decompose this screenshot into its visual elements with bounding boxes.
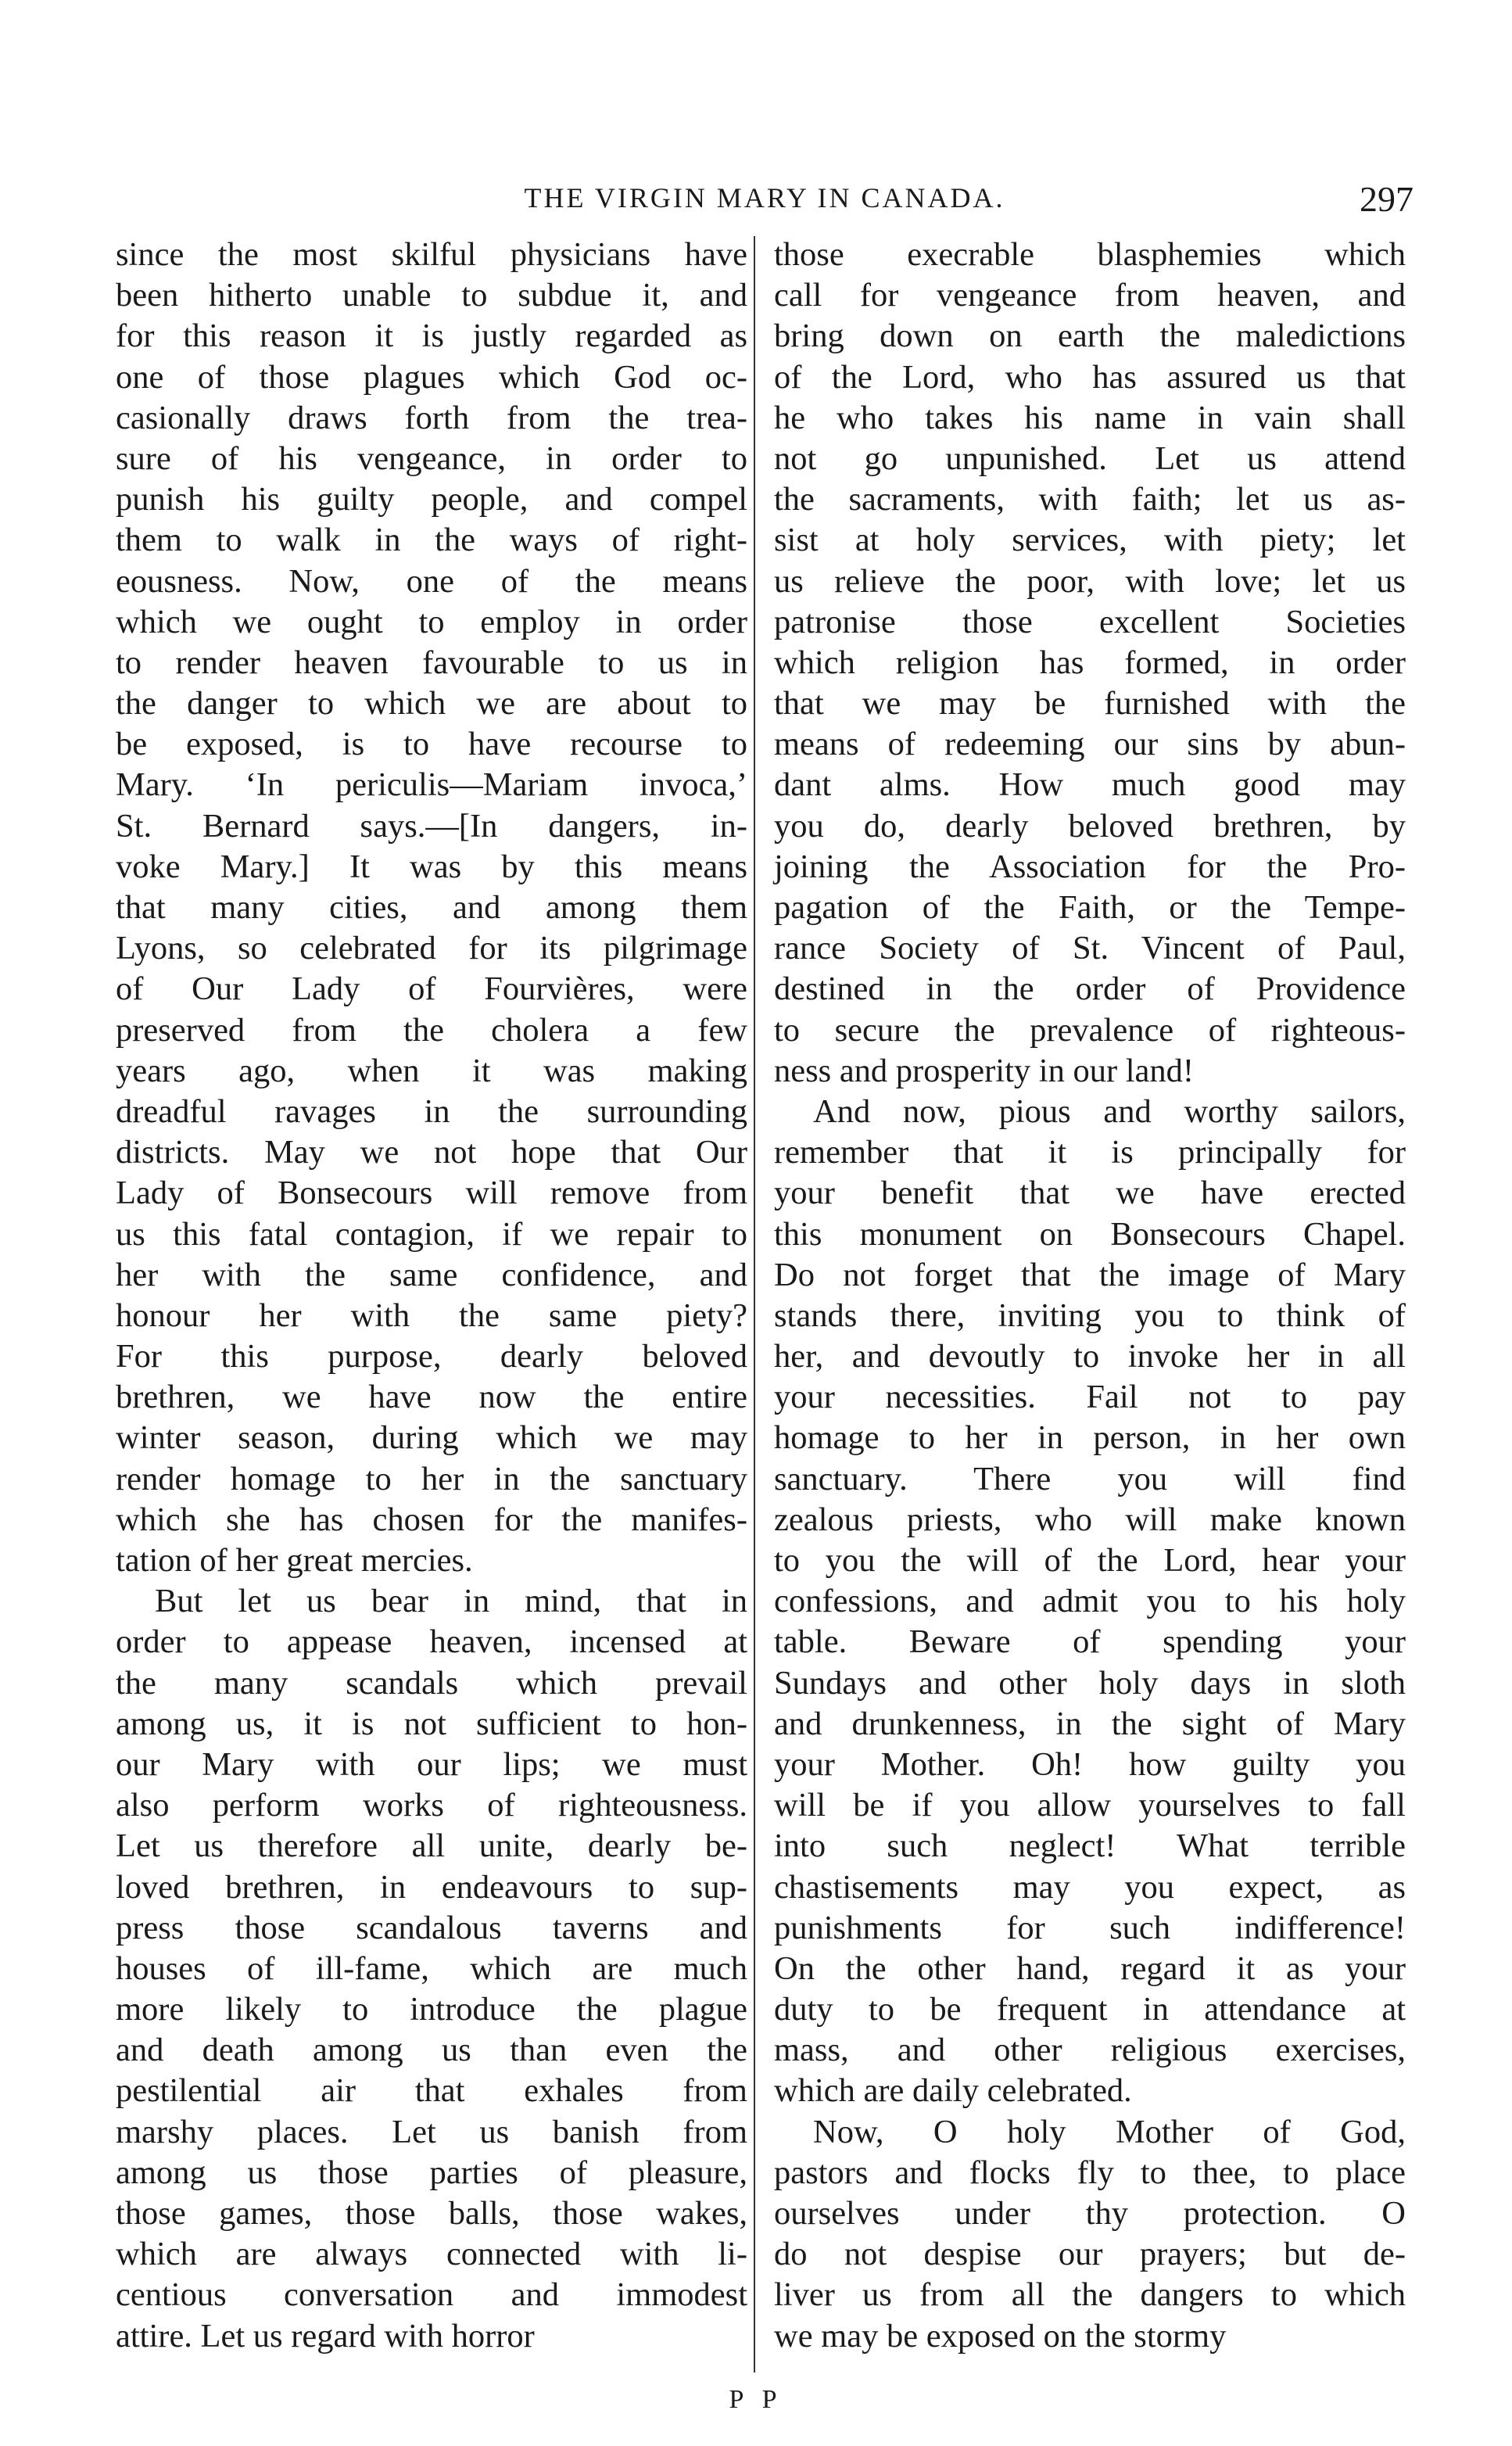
text-line: to secure the prevalence of righteous-: [774, 1011, 1406, 1049]
text-line: her, and devoutly to invoke her in all: [774, 1338, 1406, 1375]
text-line: houses of ill-fame, which are much: [116, 1949, 747, 1987]
column-divider: [754, 236, 755, 2372]
text-line: eousness. Now, one of the means: [116, 562, 747, 600]
text-line: them to walk in the ways of right-: [116, 522, 747, 559]
text-line: order to appease heaven, incensed at: [116, 1623, 747, 1661]
text-line: and death among us than even the: [116, 2032, 747, 2069]
text-line: Lady of Bonsecours will remove from: [116, 1175, 747, 1212]
text-line: attire. Let us regard with horror: [116, 2317, 535, 2355]
text-line: of Our Lady of Fourvières, were: [116, 970, 747, 1008]
text-line: Do not forget that the image of Mary: [774, 1256, 1406, 1293]
text-line: voke Mary.] It was by this means: [116, 848, 747, 885]
text-line: districts. May we not hope that Our: [116, 1134, 747, 1171]
text-line: duty to be frequent in attendance at: [774, 1991, 1406, 2028]
text-line: which are daily celebrated.: [774, 2072, 1132, 2110]
text-line: rance Society of St. Vincent of Paul,: [774, 930, 1406, 967]
text-line: ourselves under thy protection. O: [774, 2195, 1406, 2232]
text-line: destined in the order of Providence: [774, 970, 1406, 1008]
text-line: this monument on Bonsecours Chapel.: [774, 1215, 1406, 1253]
text-line: into such neglect! What terrible: [774, 1827, 1406, 1865]
text-line: will be if you allow yourselves to fall: [774, 1787, 1406, 1824]
text-line: that we may be furnished with the: [774, 685, 1406, 723]
text-line: which she has chosen for the manifes-: [116, 1501, 747, 1538]
text-line: dreadful ravages in the surrounding: [116, 1092, 747, 1130]
text-line: call for vengeance from heaven, and: [774, 277, 1406, 314]
text-line: sure of his vengeance, in order to: [116, 439, 747, 477]
text-line: St. Bernard says.—[In dangers, in-: [116, 807, 747, 845]
text-line: But let us bear in mind, that in: [155, 1583, 747, 1620]
text-line: punishments for such indifference!: [774, 1909, 1406, 1946]
text-line: and drunkenness, in the sight of Mary: [774, 1705, 1406, 1742]
text-line: casionally draws forth from the trea-: [116, 399, 747, 436]
text-line: those execrable blasphemies which: [774, 236, 1406, 273]
text-line: not go unpunished. Let us attend: [774, 439, 1406, 477]
text-line: mass, and other religious exercises,: [774, 2032, 1406, 2069]
text-line: you do, dearly beloved brethren, by: [774, 807, 1406, 845]
text-line: which we ought to employ in order: [116, 603, 747, 640]
text-line: winter season, during which we may: [116, 1419, 747, 1457]
text-line: to you the will of the Lord, hear your: [774, 1542, 1406, 1579]
text-line: your benefit that we have erected: [774, 1175, 1406, 1212]
text-line: chastisements may you expect, as: [774, 1868, 1406, 1906]
text-line: for this reason it is justly regarded as: [116, 317, 747, 355]
text-line: among us those parties of pleasure,: [116, 2154, 747, 2191]
text-line: Sundays and other holy days in sloth: [774, 1664, 1406, 1702]
text-line: Lyons, so celebrated for its pilgrimage: [116, 930, 747, 967]
text-line: marshy places. Let us banish from: [116, 2113, 747, 2150]
text-line: homage to her in person, in her own: [774, 1419, 1406, 1457]
right-text-column: [774, 235, 1406, 2357]
text-line: which religion has formed, in order: [774, 644, 1406, 681]
text-line: the many scandals which prevail: [116, 1664, 747, 1702]
text-line: us relieve the poor, with love; let us: [774, 562, 1406, 600]
text-line: table. Beware of spending your: [774, 1623, 1406, 1661]
text-line: ness and prosperity in our land!: [774, 1052, 1195, 1089]
text-line: your Mother. Oh! how guilty you: [774, 1745, 1406, 1783]
text-line: that many cities, and among them: [116, 889, 747, 926]
text-line: us this fatal contagion, if we repair to: [116, 1215, 747, 1253]
text-line: sist at holy services, with piety; let: [774, 522, 1406, 559]
text-line: confessions, and admit you to his holy: [774, 1583, 1406, 1620]
text-line: And now, pious and worthy sailors,: [813, 1092, 1406, 1130]
text-line: loved brethren, in endeavours to sup-: [116, 1868, 747, 1906]
text-line: be exposed, is to have recourse to: [116, 726, 747, 763]
text-line: render homage to her in the sanctuary: [116, 1460, 747, 1497]
text-line: Mary. ‘In periculis—Mariam invoca,’: [116, 766, 747, 804]
text-line: patronise those excellent Societies: [774, 603, 1406, 640]
text-line: For this purpose, dearly beloved: [116, 1338, 747, 1375]
text-line: he who takes his name in vain shall: [774, 399, 1406, 436]
text-line: press those scandalous taverns and: [116, 1909, 747, 1946]
text-line: zealous priests, who will make known: [774, 1501, 1406, 1538]
text-line: pestilential air that exhales from: [116, 2072, 747, 2110]
text-line: do not despise our prayers; but de-: [774, 2236, 1406, 2273]
text-line: been hitherto unable to subdue it, and: [116, 277, 747, 314]
text-line: dant alms. How much good may: [774, 766, 1406, 804]
signature-mark: P P: [729, 2385, 783, 2414]
text-line: which are always connected with li-: [116, 2236, 747, 2273]
text-line: to render heaven favourable to us in: [116, 644, 747, 681]
text-line: one of those plagues which God oc-: [116, 358, 747, 396]
text-line: of the Lord, who has assured us that: [774, 358, 1406, 396]
text-line: years ago, when it was making: [116, 1052, 747, 1089]
text-line: Let us therefore all unite, dearly be-: [116, 1827, 747, 1865]
text-line: we may be exposed on the stormy: [774, 2317, 1227, 2355]
page-header: [116, 181, 1413, 228]
text-line: brethren, we have now the entire: [116, 1379, 747, 1416]
text-line: more likely to introduce the plague: [116, 1991, 747, 2028]
text-line: those games, those balls, those wakes,: [116, 2195, 747, 2232]
text-line: honour her with the same piety?: [116, 1297, 747, 1334]
text-line: among us, it is not sufficient to hon-: [116, 1705, 747, 1742]
text-line: stands there, inviting you to think of: [774, 1297, 1406, 1334]
text-line: the danger to which we are about to: [116, 685, 747, 723]
text-line: tation of her great mercies.: [116, 1542, 473, 1579]
text-line: the sacraments, with faith; let us as-: [774, 481, 1406, 518]
text-line: also perform works of righteousness.: [116, 1787, 747, 1824]
text-line: sanctuary. There you will find: [774, 1460, 1406, 1497]
text-line: remember that it is principally for: [774, 1134, 1406, 1171]
text-line: your necessities. Fail not to pay: [774, 1379, 1406, 1416]
text-line: her with the same confidence, and: [116, 1256, 747, 1293]
text-line: bring down on earth the maledictions: [774, 317, 1406, 355]
text-line: On the other hand, regard it as your: [774, 1949, 1406, 1987]
text-line: pastors and flocks fly to thee, to place: [774, 2154, 1406, 2191]
text-line: pagation of the Faith, or the Tempe-: [774, 889, 1406, 926]
text-line: centious conversation and immodest: [116, 2276, 747, 2314]
text-line: liver us from all the dangers to which: [774, 2276, 1406, 2314]
text-line: joining the Association for the Pro-: [774, 848, 1406, 885]
left-text-column: [116, 235, 747, 2357]
text-line: punish his guilty people, and compel: [116, 481, 747, 518]
text-line: since the most skilful physicians have: [116, 236, 747, 273]
text-line: Now, O holy Mother of God,: [813, 2113, 1406, 2150]
text-line: our Mary with our lips; we must: [116, 1745, 747, 1783]
text-line: preserved from the cholera a few: [116, 1011, 747, 1049]
text-line: means of redeeming our sins by abun-: [774, 726, 1406, 763]
running-title: THE VIRGIN MARY IN CANADA.: [524, 182, 1005, 213]
page-number: 297: [1360, 179, 1413, 219]
